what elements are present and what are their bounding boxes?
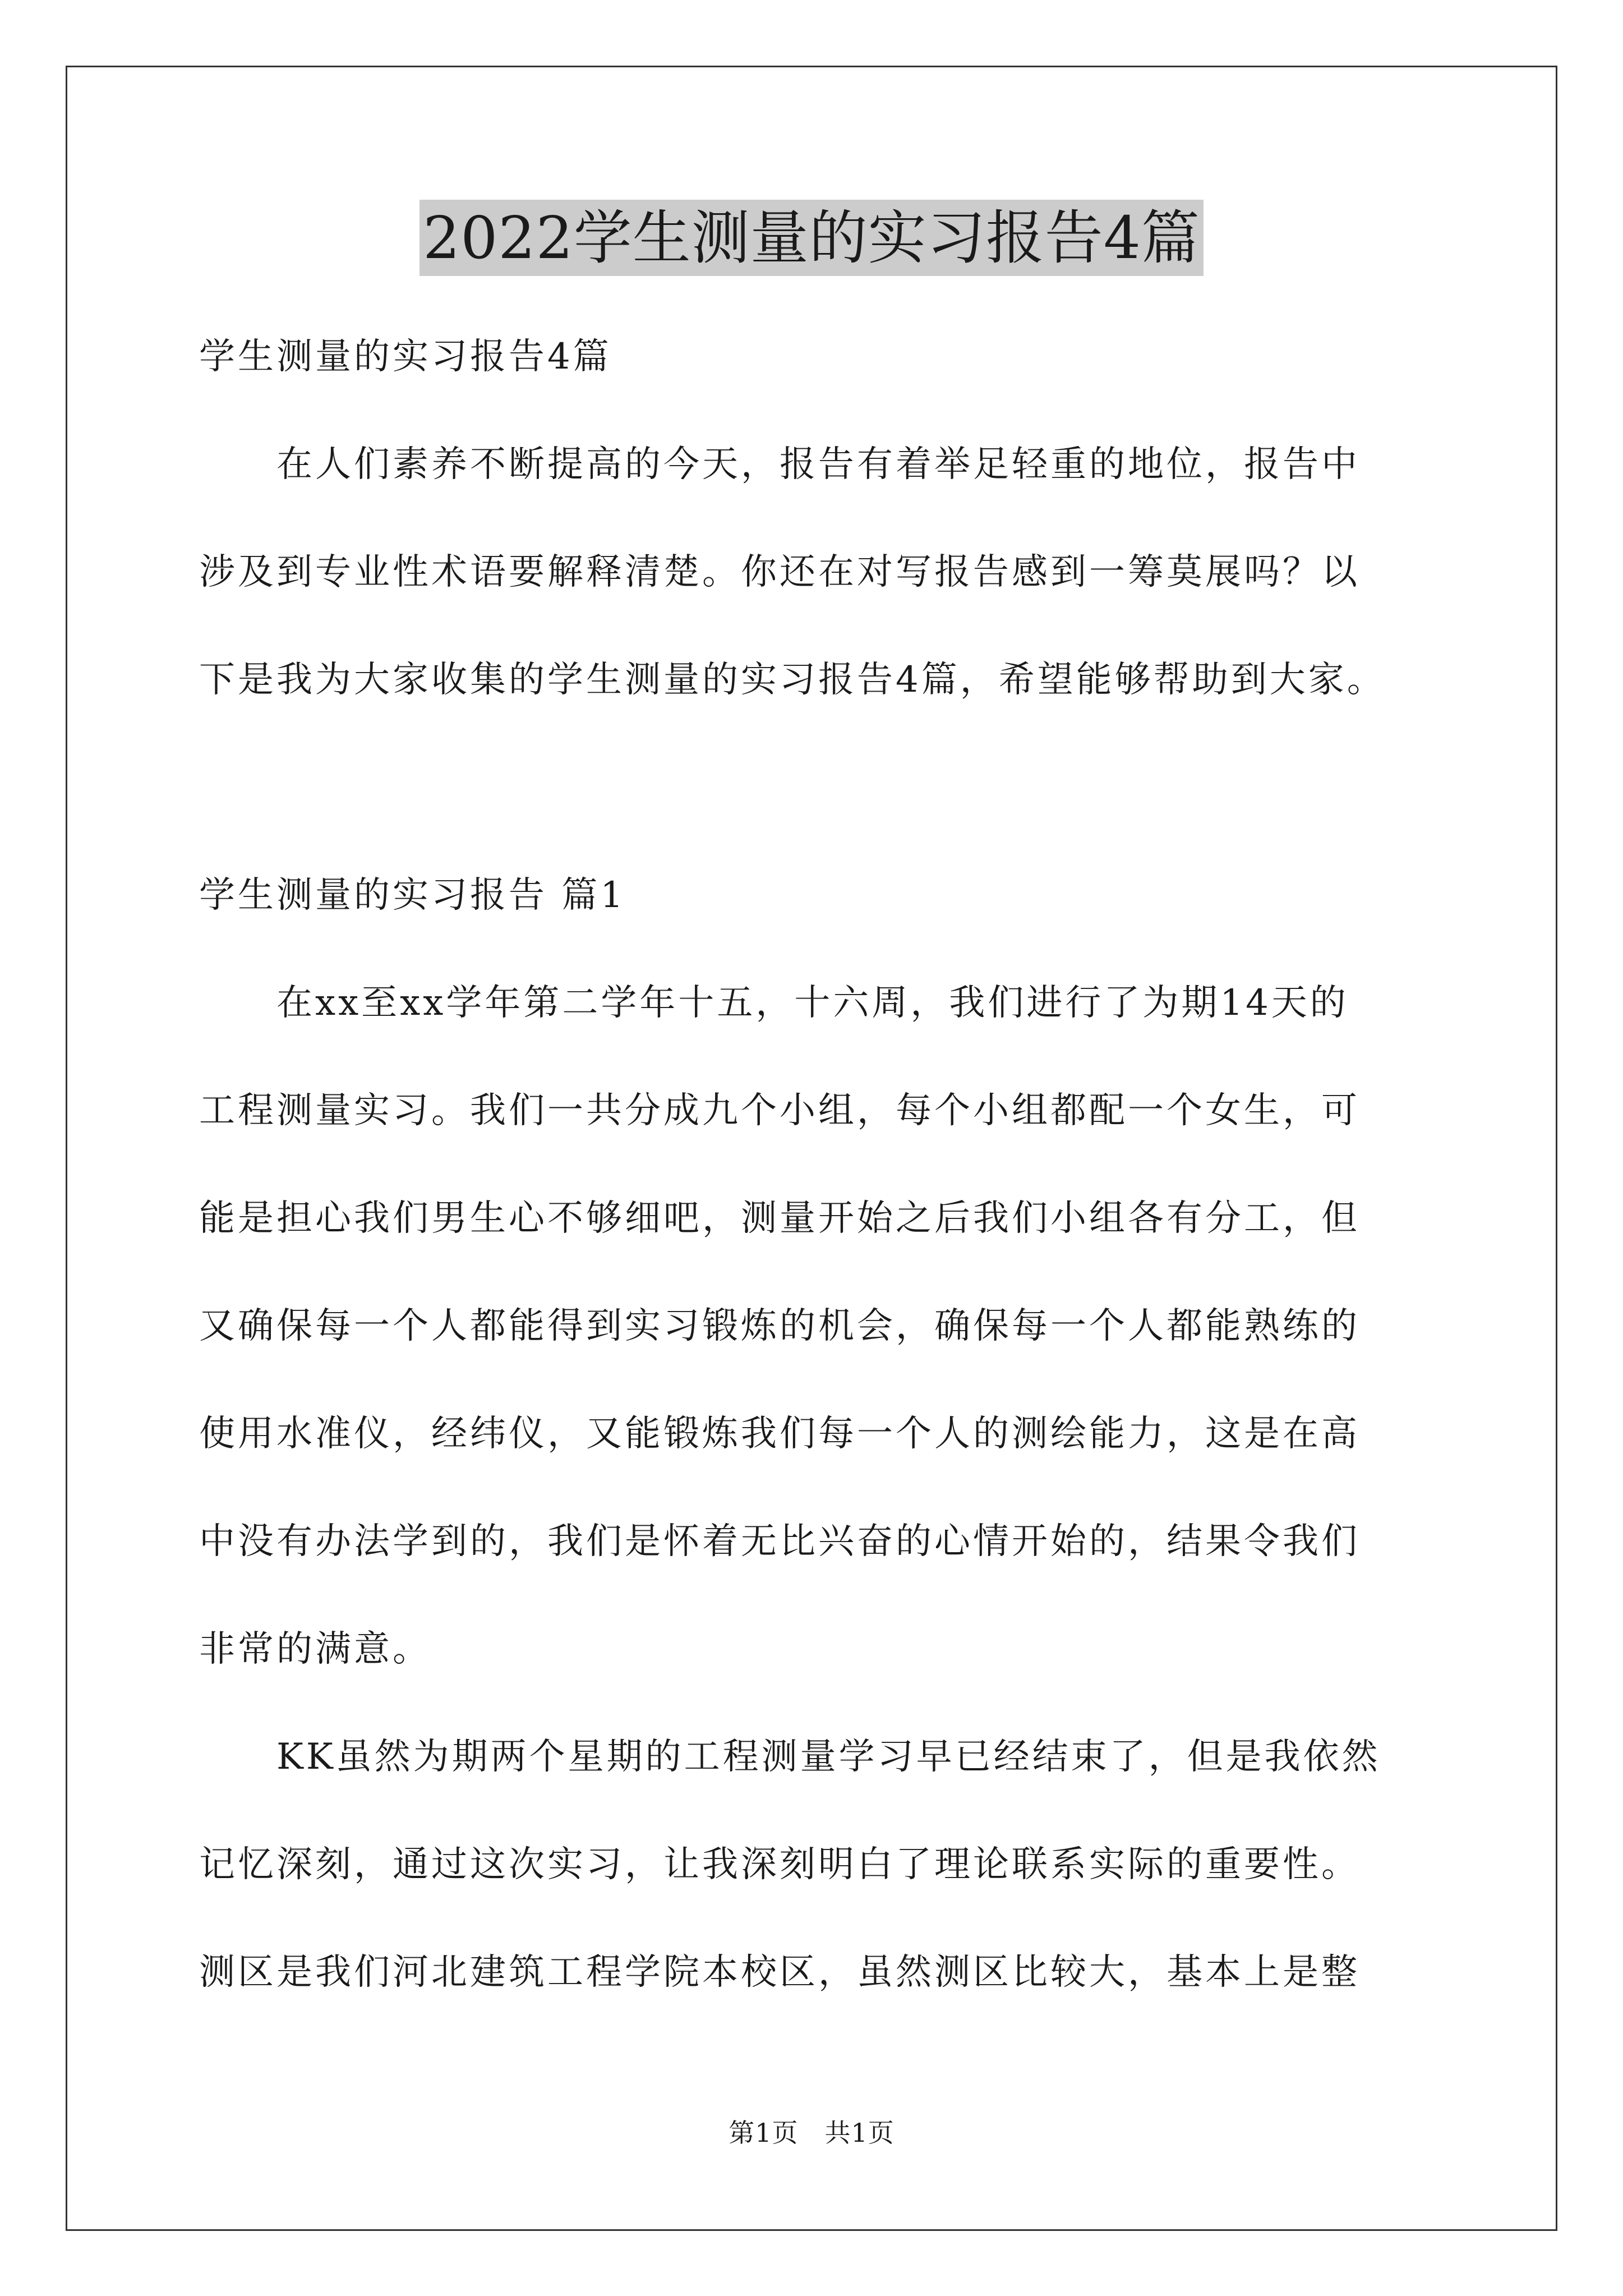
body-line-1: 在xx至xx学年第二学年十五，十六周，我们进行了为期14天的 [276,982,1349,1024]
body-line-2: 工程测量实习。我们一共分成九个小组，每个小组都配一个女生，可 [199,1090,1360,1131]
document-title: 2022学生测量的实习报告4篇 [419,200,1204,276]
body-line-10: 测区是我们河北建筑工程学院本校区，虽然测区比较大，基本上是整 [199,1952,1360,1993]
section-heading: 学生测量的实习报告 篇1 [199,875,626,916]
body-line-8: KK虽然为期两个星期的工程测量学习早已经结束了，但是我依然 [276,1736,1381,1778]
document-body [199,303,1427,2026]
body-line-6: 中没有办法学到的，我们是怀着无比兴奋的心情开始的，结果令我们 [199,1521,1360,1562]
intro-line-3: 下是我为大家收集的学生测量的实习报告4篇，希望能够帮助到大家。 [199,659,1386,701]
body-line-7: 非常的满意。 [199,1628,431,1670]
intro-line-2: 涉及到专业性术语要解释清楚。你还在对写报告感到一筹莫展吗？以 [199,551,1360,593]
subtitle-line: 学生测量的实习报告4篇 [199,336,612,378]
title-container [0,200,1623,276]
intro-line-1: 在人们素养不断提高的今天，报告有着举足轻重的地位，报告中 [276,444,1360,485]
body-line-5: 使用水准仪，经纬仪，又能锻炼我们每一个人的测绘能力，这是在高 [199,1413,1360,1455]
paragraph-spacer [199,734,1427,841]
body-line-4: 又确保每一个人都能得到实习锻炼的机会，确保每一个人都能熟练的 [199,1305,1360,1347]
body-line-3: 能是担心我们男生心不够细吧，测量开始之后我们小组各有分工，但 [199,1198,1360,1239]
page-footer: 第1页 共1页 [728,2118,895,2148]
body-line-9: 记忆深刻，通过这次实习，让我深刻明白了理论联系实际的重要性。 [199,1844,1360,1885]
